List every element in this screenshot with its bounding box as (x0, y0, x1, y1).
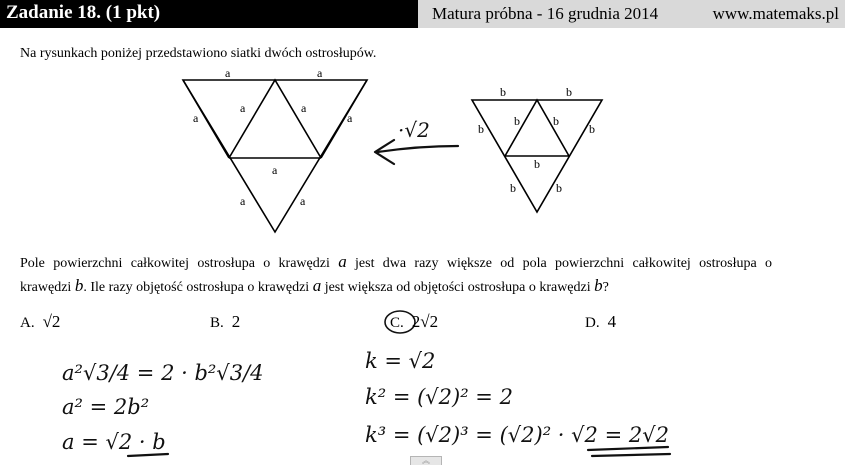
net-b-label: b (556, 181, 562, 195)
handwriting-right (365, 349, 669, 447)
handwriting-line: k³ = (√2)³ = (√2)² · √2 = 2√2 (365, 423, 669, 447)
site-url[interactable]: www.matemaks.pl (712, 4, 839, 23)
net-a-label: a (300, 194, 306, 208)
answer-option-d[interactable]: D. 4 (585, 312, 617, 331)
net-a-label: a (347, 111, 353, 125)
net-b-label: b (553, 114, 559, 128)
net-b-label: b (514, 114, 520, 128)
intro-text: Na rysunkach poniżej przedstawiono siatki dwóch ostrosłupów. (20, 46, 377, 61)
answer-option-a[interactable]: A. √2 (20, 312, 61, 331)
net-a-figure (183, 80, 367, 232)
net-a-label: a (193, 111, 199, 125)
handwriting-line: a²√3/4 = 2 · b²√3/4 (62, 361, 264, 385)
net-b-figure (472, 100, 602, 212)
net-a-label: a (240, 101, 246, 115)
underline-mark (592, 454, 670, 456)
arrow-icon (375, 140, 458, 164)
question-line-2: krawędzi b. Ile razy objętość ostrosłupa o krawędzi a jest większa od objętości ostrosłupa o krawędzi b? (20, 276, 609, 295)
net-b-label: b (589, 122, 595, 136)
double-chevron-up-icon[interactable]: ︽ (410, 456, 442, 465)
net-a-label: a (317, 66, 323, 80)
arrow-label: ·√2 (398, 118, 430, 142)
handwriting-left (62, 361, 264, 454)
net-a-label: a (272, 163, 278, 177)
question-line-1: Pole powierzchni całkowitej ostrosłupa o krawędzi a jest dwa razy większe od pola powierzchni całkowitej ostrosłupa o (20, 252, 773, 271)
net-b-label: b (510, 181, 516, 195)
exam-title: Matura próbna - 16 grudnia 2014 (432, 4, 659, 23)
handwriting-line: k² = (√2)² = 2 (365, 385, 513, 409)
net-b-label: b (566, 85, 572, 99)
net-b-label: b (478, 122, 484, 136)
underline-mark (128, 454, 168, 456)
answer-option-b[interactable]: B. 2 (210, 312, 241, 331)
underline-mark (588, 447, 668, 450)
answer-option-c[interactable]: C. 2√2 (390, 312, 439, 331)
net-a-label: a (240, 194, 246, 208)
handwriting-line: a² = 2b² (62, 395, 150, 419)
net-b-label: b (500, 85, 506, 99)
handwriting-line: k = √2 (365, 349, 436, 373)
net-a-label: a (301, 101, 307, 115)
handwriting-line: a = √2 · b (62, 430, 166, 454)
net-a-label: a (225, 66, 231, 80)
task-title: Zadanie 18. (1 pkt) (0, 0, 418, 28)
net-b-label: b (534, 157, 540, 171)
